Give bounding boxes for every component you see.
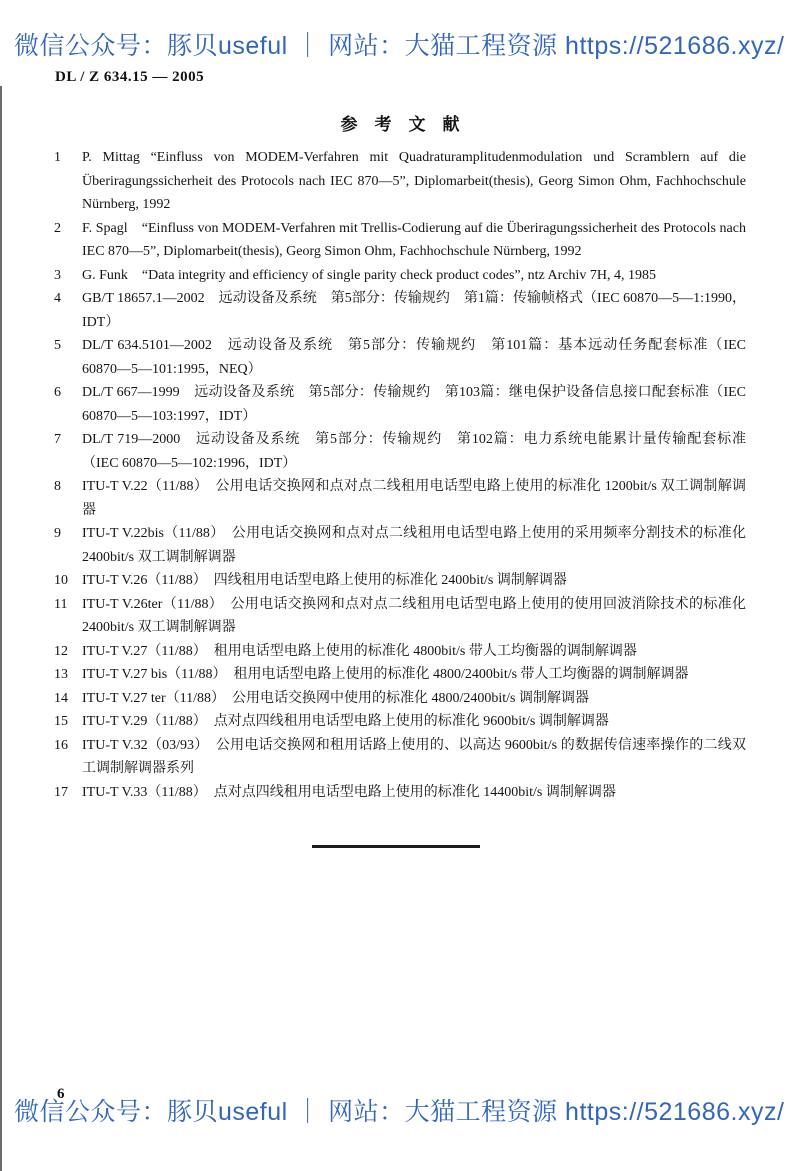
end-divider-line (312, 845, 480, 848)
reference-number: 10 (54, 573, 68, 588)
reference-item (54, 569, 746, 593)
watermark-header: 微信公众号：豚贝useful ｜ 网站：大猫工程资源 https://521686.xyz/ (14, 32, 785, 60)
reference-text: DL/T 667—1999 远动设备及系统 第5部分：传输规约 第103篇：继电保护设备信息接口配套标准（IEC 60870—5—103:1997，IDT） (82, 385, 746, 424)
reference-text: ITU-T V.26（11/88） 四线租用电话型电路上使用的标准化 2400bit/s 调制解调器 (82, 573, 567, 588)
reference-text: F. Spagl “Einfluss von MODEM-Verfahren mit Trellis-Codierung auf die Überiragungssicherheit des Protocols nach IEC 870—5”, Diplomarbeit(thesis), Georg Simon Ohm, Fachhochschule Nürnberg, 1992 (82, 220, 746, 259)
reference-text: ITU-T V.27 ter（11/88） 公用电话交换网中使用的标准化 4800/2400bit/s 调制解调器 (82, 690, 589, 706)
reference-number: 5 (54, 338, 61, 353)
reference-text: ITU-T V.26ter（11/88） 公用电话交换网和点对点二线租用电话型电路上使用的使用回波消除技术的标准化 2400bit/s 双工调制解调器 (82, 596, 746, 635)
reference-number: 2 (54, 220, 61, 236)
reference-text: ITU-T V.27（11/88） 租用电话型电路上使用的标准化 4800bit/s 带人工均衡器的调制解调器 (82, 643, 637, 659)
reference-number: 14 (54, 690, 68, 706)
reference-number: 17 (54, 784, 68, 800)
reference-item (54, 687, 746, 711)
reference-text: P. Mittag “Einfluss von MODEM-Verfahren mit Quadraturamplitudenmodulation und Scramblern auf die Überiragungssicherheit des Protocols nach IEC 870—5”, Diplomarbeit(thesis), Georg Simon Ohm, Fachhochschule Nürnberg, 1992 (82, 150, 746, 212)
reference-item (54, 710, 746, 734)
reference-text: ITU-T V.33（11/88） 点对点四线租用电话型电路上使用的标准化 14400bit/s 调制解调器 (82, 784, 616, 800)
reference-text: DL/T 719—2000 远动设备及系统 第5部分：传输规约 第102篇：电力系统电能累计量传输配套标准（IEC 60870—5—102:1996，IDT） (82, 432, 746, 471)
page-title: 参 考 文 献 (340, 115, 460, 134)
reference-item (54, 734, 746, 781)
reference-number: 7 (54, 432, 61, 447)
reference-text: ITU-T V.27 bis（11/88） 租用电话型电路上使用的标准化 4800/2400bit/s 带人工均衡器的调制解调器 (82, 667, 689, 682)
reference-item (54, 522, 746, 569)
reference-number: 11 (54, 596, 68, 612)
reference-number: 15 (54, 714, 68, 729)
reference-number: 3 (54, 267, 61, 283)
reference-text: ITU-T V.22（11/88） 公用电话交换网和点对点二线租用电话型电路上使用的标准化 1200bit/s 双工调制解调器 (82, 479, 746, 518)
reference-item (54, 381, 746, 428)
reference-item (54, 217, 746, 264)
reference-item (54, 593, 746, 640)
reference-item (54, 475, 746, 522)
reference-text: ITU-T V.22bis（11/88） 公用电话交换网和点对点二线租用电话型电路上使用的采用频率分割技术的标准化 2400bit/s 双工调制解调器 (82, 526, 746, 565)
reference-number: 1 (54, 150, 61, 165)
document-number: DL / Z 634.15 — 2005 (55, 69, 205, 85)
reference-text: GB/T 18657.1—2002 远动设备及系统 第5部分：传输规约 第1篇：传输帧格式（IEC 60870—5—1:1990，IDT） (82, 291, 746, 330)
reference-number: 16 (54, 737, 68, 753)
reference-item (54, 640, 746, 664)
reference-item (54, 334, 746, 381)
watermark-footer: 微信公众号：豚贝useful ｜ 网站：大猫工程资源 https://521686.xyz/ (14, 1098, 785, 1126)
reference-text: ITU-T V.29（11/88） 点对点四线租用电话型电路上使用的标准化 9600bit/s 调制解调器 (82, 714, 609, 729)
reference-number: 6 (54, 385, 61, 400)
reference-item (54, 428, 746, 475)
reference-number: 12 (54, 643, 68, 659)
reference-item (54, 287, 746, 334)
reference-number: 8 (54, 479, 61, 494)
page-number: 6 (57, 1086, 65, 1102)
reference-number: 4 (54, 291, 61, 306)
reference-list (54, 146, 746, 804)
reference-text: ITU-T V.32（03/93） 公用电话交换网和租用话路上使用的、以高达 9600bit/s 的数据传信速率操作的二线双工调制解调器系列 (82, 737, 746, 776)
reference-number: 9 (54, 526, 61, 541)
reference-number: 13 (54, 667, 68, 682)
reference-text: G. Funk “Data integrity and efficiency of single parity check product codes”, ntz Archiv 7H, 4, 1985 (82, 267, 656, 283)
reference-item (54, 663, 746, 687)
reference-item (54, 146, 746, 217)
reference-item (54, 781, 746, 805)
reference-text: DL/T 634.5101—2002 远动设备及系统 第5部分：传输规约 第101篇：基本远动任务配套标准（IEC 60870—5—101:1995，NEQ） (82, 338, 746, 377)
reference-item (54, 264, 746, 288)
scan-edge-line (0, 86, 2, 1171)
